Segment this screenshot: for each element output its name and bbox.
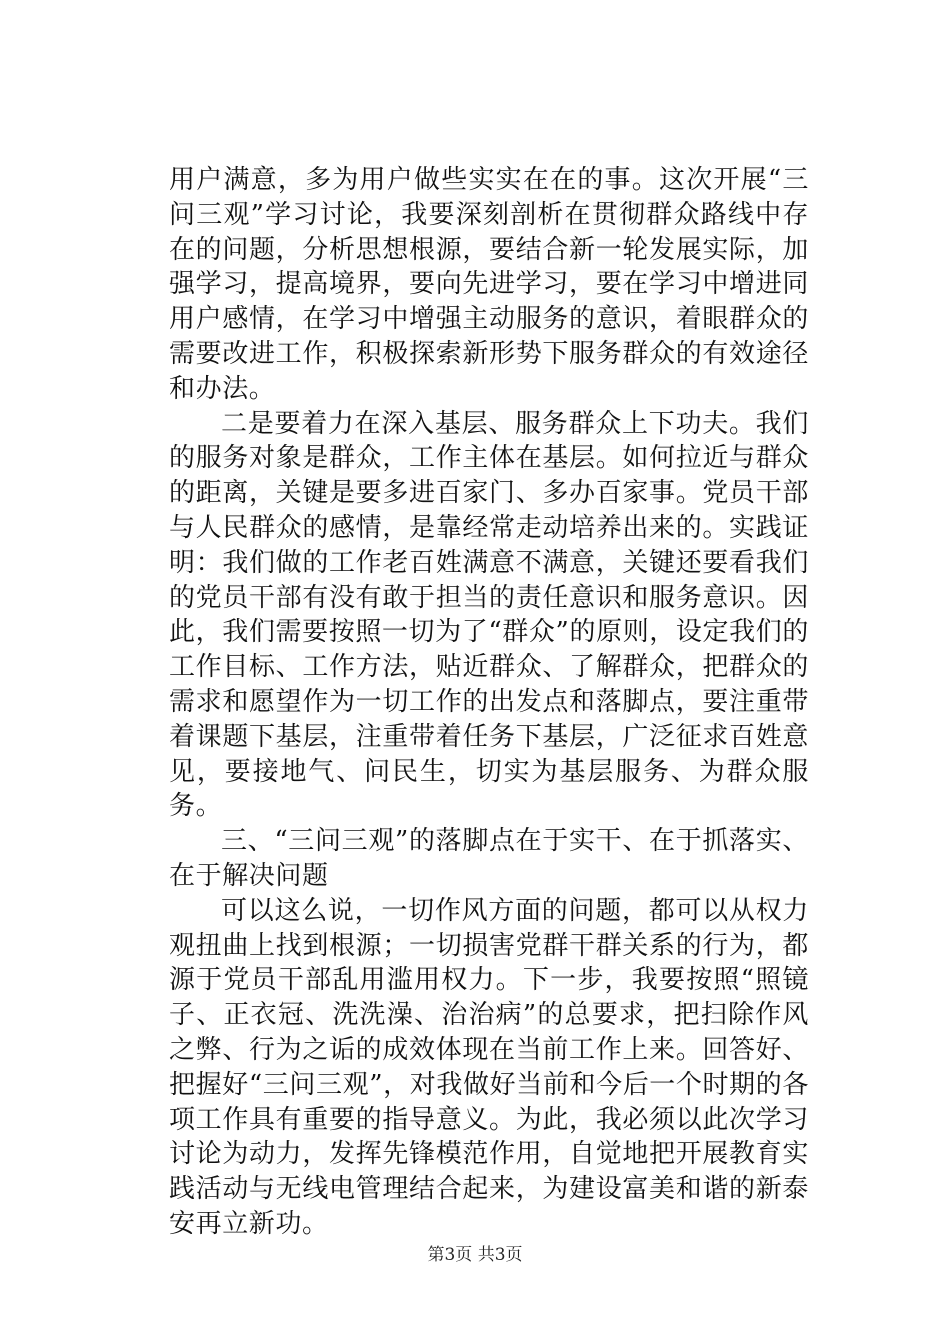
paragraph-continuation: 用户满意，多为用户做些实实在在的事。这次开展“三问三观”学习讨论，我要深刻剖析在贯彻群众路线中存在的问题，分析思想根源，要结合新一轮发展实际，加强学习，提高境界，要向先进学习，要在学习中增进同用户感情，在学习中增强主动服务的意识，着眼群众的需要改进工作，积极探索新形势下服务群众的有效途径和办法。 bbox=[169, 165, 809, 404]
paragraph-conclusion: 可以这么说，一切作风方面的问题，都可以从权力观扭曲上找到根源；一切损害党群干群关系的行为，都源于党员干部乱用滥用权力。下一步，我要按照“照镜子、正衣冠、洗洗澡、治治病”的总要求，把扫除作风之弊、行为之诟的成效体现在当前工作上来。回答好、把握好“三问三观”，对我做好当前和今后一个时期的各项工作具有重要的指导意义。为此，我必须以此次学习讨论为动力，发挥先锋模范作用，自觉地把开展教育实践活动与无线电管理结合起来，为建设富美和谐的新泰安再立新功。 bbox=[169, 895, 809, 1239]
section-heading-three: 三、“三问三观”的落脚点在于实干、在于抓落实、在于解决问题 bbox=[169, 826, 809, 891]
page-footer: 第3页 共3页 bbox=[427, 1245, 523, 1265]
document-body bbox=[169, 163, 809, 1242]
paragraph-grassroots-service: 二是要着力在深入基层、服务群众上下功夫。我们的服务对象是群众，工作主体在基层。如何拉近与群众的距离，关键是要多进百家门、多办百家事。党员干部与人民群众的感情，是靠经常走动培养出来的。实践证明：我们做的工作老百姓满意不满意，关键还要看我们的党员干部有没有敢于担当的责任意识和服务意识。因此，我们需要按照一切为了“群众”的原则，设定我们的工作目标、工作方法，贴近群众、了解群众，把群众的需求和愿望作为一切工作的出发点和落脚点，要注重带着课题下基层，注重带着任务下基层，广泛征求百姓意见，要接地气、问民生，切实为基层服务、为群众服务。 bbox=[169, 408, 809, 822]
